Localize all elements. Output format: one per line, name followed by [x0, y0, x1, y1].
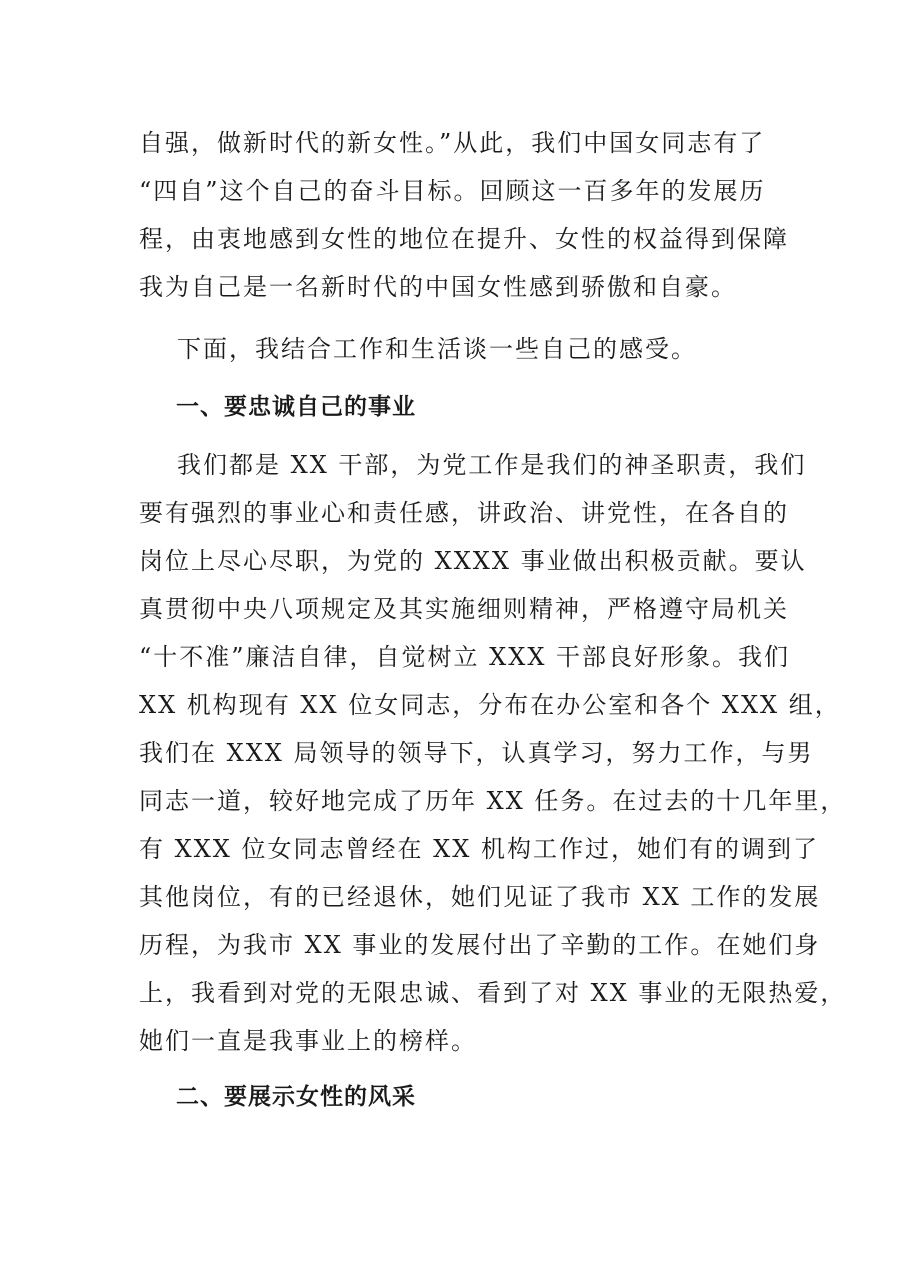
paragraph-1-line-4: 我为自己是一名新时代的中国女性感到骄傲和自豪。	[139, 273, 737, 301]
paragraph-3-line-2: 要有强烈的事业心和责任感，讲政治、讲党性，在各自的	[139, 499, 789, 527]
paragraph-3-line-9: 有 XXX 位女同志曾经在 XX 机构工作过，她们有的调到了	[139, 835, 819, 863]
paragraph-3-line-6: XX 机构现有 XX 位女同志，分布在办公室和各个 XXX 组，	[139, 691, 841, 719]
paragraph-3-line-10: 其他岗位，有的已经退休，她们见证了我市 XX 工作的发展	[139, 883, 821, 911]
paragraph-3-line-1: 我们都是 XX 干部，为党工作是我们的神圣职责，我们	[177, 451, 807, 479]
paragraph-3-line-5: “十不准”廉洁自律，自觉树立 XXX 干部良好形象。我们	[139, 643, 791, 671]
paragraph-3-line-13: 她们一直是我事业上的榜样。	[139, 1027, 477, 1055]
section-heading-1: 一、要忠诚自己的事业	[176, 394, 416, 420]
paragraph-1-line-1: 自强，做新时代的新女性。”从此，我们中国女同志有了	[139, 129, 766, 157]
paragraph-2-line-1: 下面，我结合工作和生活谈一些自己的感受。	[177, 335, 697, 363]
paragraph-1-line-2: “四自”这个自己的奋斗目标。回顾这一百多年的发展历	[139, 177, 766, 205]
paragraph-3-line-11: 历程，为我市 XX 事业的发展付出了辛勤的工作。在她们身	[139, 931, 821, 959]
paragraph-3-line-8: 同志一道，较好地完成了历年 XX 任务。在过去的十几年里，	[139, 787, 847, 815]
paragraph-3-line-3: 岗位上尽心尽职，为党的 XXXX 事业做出积极贡献。要认	[139, 547, 807, 575]
paragraph-3-line-12: 上，我看到对党的无限忠诚、看到了对 XX 事业的无限热爱，	[139, 979, 847, 1007]
paragraph-3-line-4: 真贯彻中央八项规定及其实施细则精神，严格遵守局机关	[139, 595, 789, 623]
paragraph-3-line-7: 我们在 XXX 局领导的领导下，认真学习，努力工作，与男	[139, 739, 814, 767]
paragraph-1-line-3: 程，由衷地感到女性的地位在提升、女性的权益得到保障	[139, 225, 789, 253]
section-heading-2: 二、要展示女性的风采	[176, 1084, 416, 1110]
